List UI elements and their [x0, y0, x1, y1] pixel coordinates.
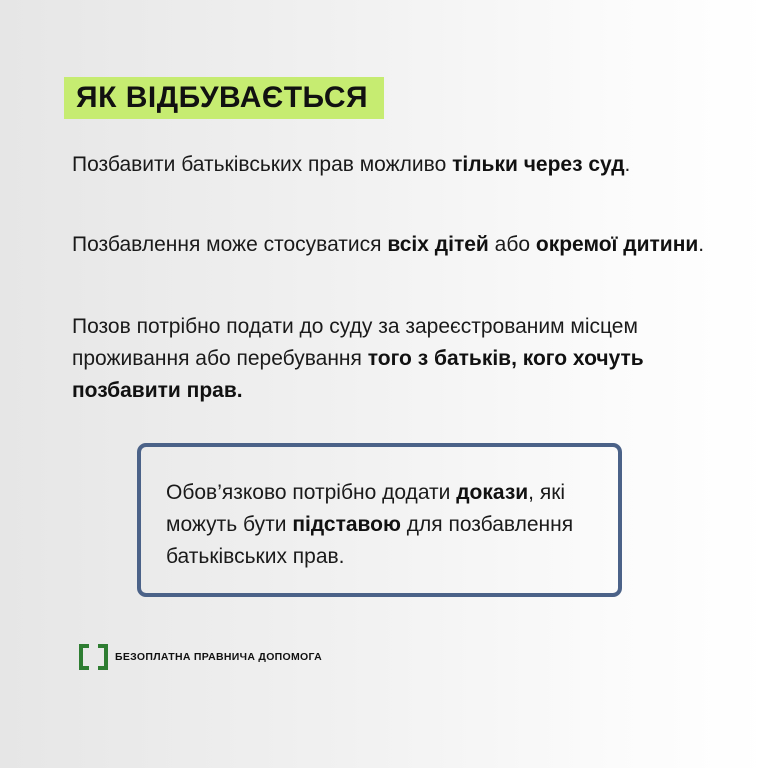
bracket-logo-icon	[78, 644, 109, 670]
p1-text: Позбавити батьківських прав можливо	[72, 153, 453, 176]
organization-name: БЕЗОПЛАТНА ПРАВНИЧА ДОПОМОГА	[115, 651, 322, 663]
p2-text: Позбавлення може стосуватися	[72, 233, 388, 256]
paragraph-lawsuit-location	[72, 311, 712, 407]
p3-bold: того з батьків, кого хочуть позбавити прав.	[72, 347, 644, 402]
p1-bold: тільки через суд	[452, 153, 625, 176]
callout-bold-evidence: докази	[456, 481, 529, 504]
footer-brand	[78, 644, 322, 670]
callout-plain-1: Обов’язково потрібно додати	[166, 481, 457, 504]
paragraph-court-only	[72, 149, 712, 181]
section-heading	[64, 77, 384, 119]
heading-title: ЯК ВІДБУВАЄТЬСЯ	[76, 81, 369, 114]
callout-bold-grounds: підставою	[292, 513, 401, 536]
paragraph-children-scope	[72, 229, 712, 261]
callout-text	[166, 477, 606, 573]
p2-end: .	[698, 233, 705, 256]
evidence-callout-box	[137, 443, 622, 597]
p2-bold-all-children: всіх дітей	[387, 233, 489, 256]
callout-plain-2: , які можуть бути	[166, 481, 566, 536]
p1-end: .	[624, 153, 631, 176]
p3-text: Позов потрібно подати до суду за зареєстрованим місцем проживання або перебування	[72, 315, 638, 370]
callout-plain-3: для позбавлення батьківських прав.	[166, 513, 574, 568]
p2-mid: або	[488, 233, 536, 256]
p2-bold-single-child: окремої дитини	[535, 233, 699, 256]
